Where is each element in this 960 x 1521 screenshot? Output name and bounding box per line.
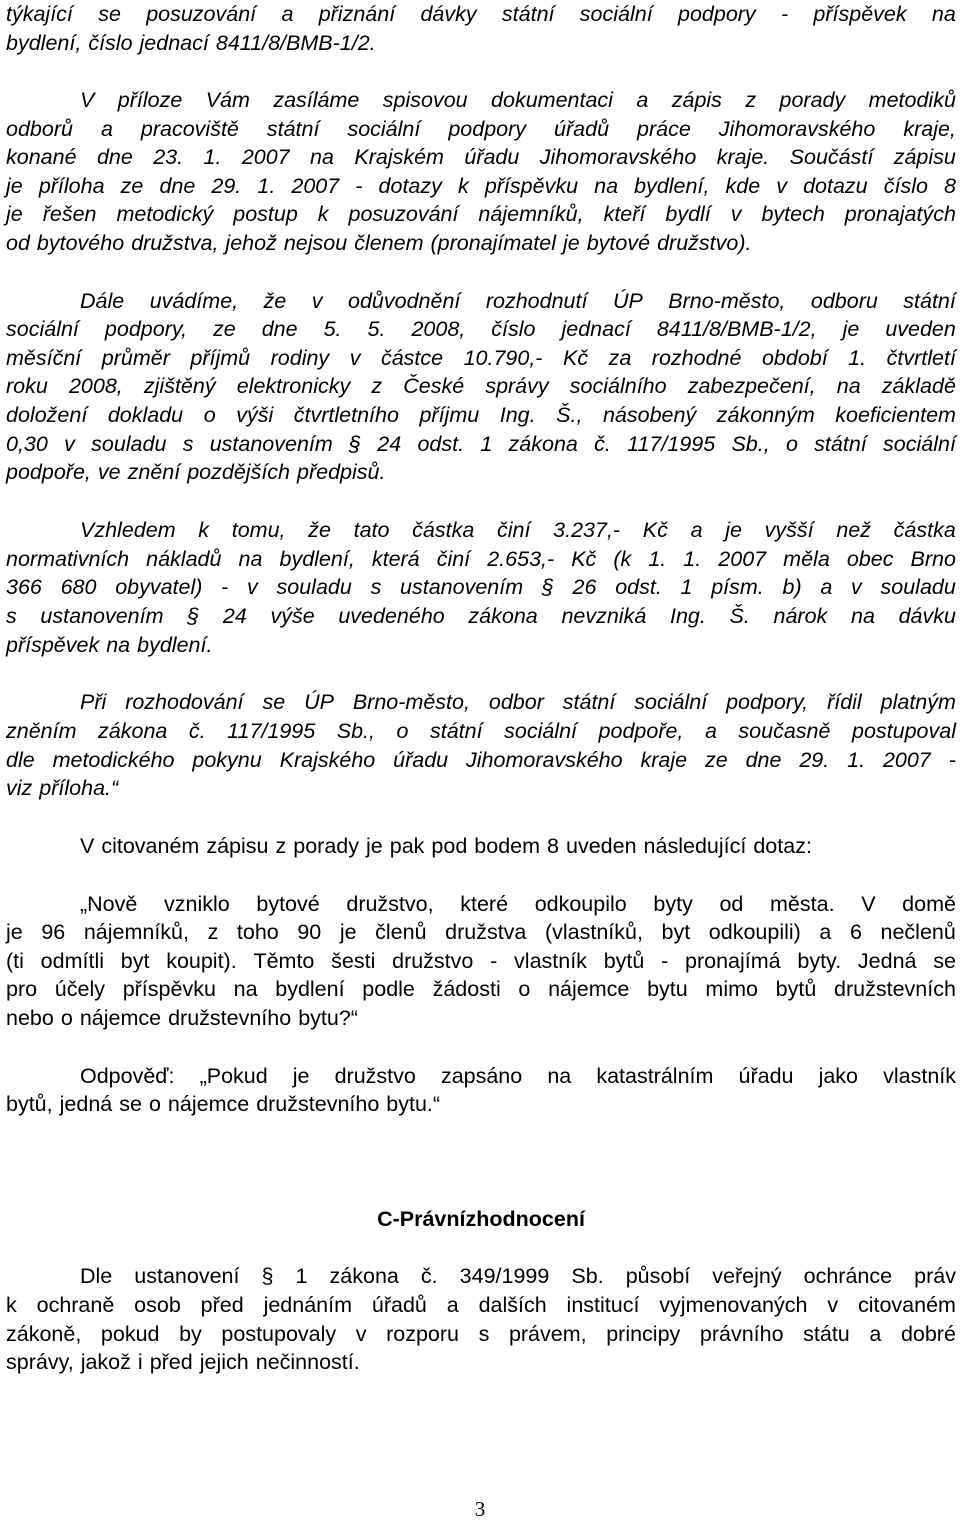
text-line: správy, jakož i před jejich nečinností.	[6, 1350, 360, 1374]
text-line: viz příloha.“	[6, 776, 119, 800]
text-line: 366 680 obyvatel) - v souladu s ustanovením § 26 odst. 1 písm. b) a v souladu	[6, 575, 956, 599]
text-line: V příloze Vám zasíláme spisovou dokumentaci a zápis z porady metodiků	[80, 88, 956, 112]
text-line: měsíční průměr příjmů rodiny v částce 10.790,- Kč za rozhodné období 1. čtvrtletí	[6, 346, 956, 370]
text-line: od bytového družstva, jehož nejsou členem (pronajímatel je bytové družstvo).	[6, 231, 752, 255]
text-line: Dále uvádíme, že v odůvodnění rozhodnutí ÚP Brno-město, odboru státní	[80, 289, 956, 313]
text-line: je řešen metodický postup k posuzování nájemníků, kteří bydlí v bytech pronajatých	[6, 202, 956, 226]
page-number: 3	[474, 1497, 486, 1521]
text-line: Při rozhodování se ÚP Brno-město, odbor státní sociální podpory, řídil platným	[80, 690, 956, 714]
text-line: týkající se posuzování a přiznání dávky státní sociální podpory - příspěvek na	[6, 2, 956, 26]
text-line: s ustanovením § 24 výše uvedeného zákona nevzniká Ing. Š. nárok na dávku	[6, 604, 956, 628]
section-heading: C - Právní zhodnocení	[377, 1207, 585, 1231]
text-line: bydlení, číslo jednací 8411/8/BMB-1/2.	[6, 31, 376, 55]
text-line: normativních nákladů na bydlení, která činí 2.653,- Kč (k 1. 1. 2007 měla obec Brno	[6, 547, 956, 571]
text-line: Vzhledem k tomu, že tato částka činí 3.237,- Kč a je vyšší než částka	[80, 518, 956, 542]
text-line: příspěvek na bydlení.	[6, 633, 213, 657]
text-line: dle metodického pokynu Krajského úřadu Jihomoravského kraje ze dne 29. 1. 2007 -	[6, 748, 956, 772]
text-line: k ochraně osob před jednáním úřadů a dalších institucí vyjmenovaných v citovaném	[6, 1293, 956, 1317]
text-line: roku 2008, zjištěný elektronicky z České správy sociálního zabezpečení, na základě	[6, 374, 956, 398]
text-line: Dle ustanovení § 1 zákona č. 349/1999 Sb. působí veřejný ochránce práv	[80, 1264, 956, 1288]
text-line: 0,30 v souladu s ustanovením § 24 odst. 1 zákona č. 117/1995 Sb., o státní sociální	[6, 432, 956, 456]
text-line: je příloha ze dne 29. 1. 2007 - dotazy k příspěvku na bydlení, kde v dotazu číslo 8	[6, 174, 956, 198]
text-line: odborů a pracoviště státní sociální podpory úřadů práce Jihomoravského kraje,	[6, 117, 956, 141]
text-line: zákoně, pokud by postupovaly v rozporu s právem, principy právního státu a dobré	[6, 1322, 956, 1346]
text-line: doložení dokladu o výši čtvrtletního příjmu Ing. Š., násobený zákonným koeficientem	[6, 403, 956, 427]
text-line: V citovaném zápisu z porady je pak pod bodem 8 uveden následující dotaz:	[80, 834, 812, 858]
text-line: bytů, jedná se o nájemce družstevního bytu.“	[6, 1092, 441, 1116]
text-line: „Nově vzniklo bytové družstvo, které odkoupilo byty od města. V domě	[80, 892, 956, 916]
text-line: je 96 nájemníků, z toho 90 je členů družstva (vlastníků, byt odkoupili) a 6 nečlenů	[6, 920, 956, 944]
text-line: podpoře, ve znění pozdějších předpisů.	[6, 460, 386, 484]
text-line: sociální podpory, ze dne 5. 5. 2008, číslo jednací 8411/8/BMB-1/2, je uveden	[6, 317, 956, 341]
text-line: pro účely příspěvku na bydlení podle žádosti o nájemce bytu mimo bytů družstevních	[6, 977, 956, 1001]
text-line: zněním zákona č. 117/1995 Sb., o státní sociální podpoře, a současně postupoval	[6, 719, 956, 743]
text-line: konané dne 23. 1. 2007 na Krajském úřadu Jihomoravského kraje. Součástí zápisu	[6, 145, 956, 169]
text-line: nebo o nájemce družstevního bytu?“	[6, 1006, 358, 1030]
text-line: Odpověď: „Pokud je družstvo zapsáno na katastrálním úřadu jako vlastník	[80, 1064, 956, 1088]
text-line: (ti odmítli byt koupit). Těmto šesti družstvo - vlastník bytů - pronajímá byty. Jedná se	[6, 949, 956, 973]
